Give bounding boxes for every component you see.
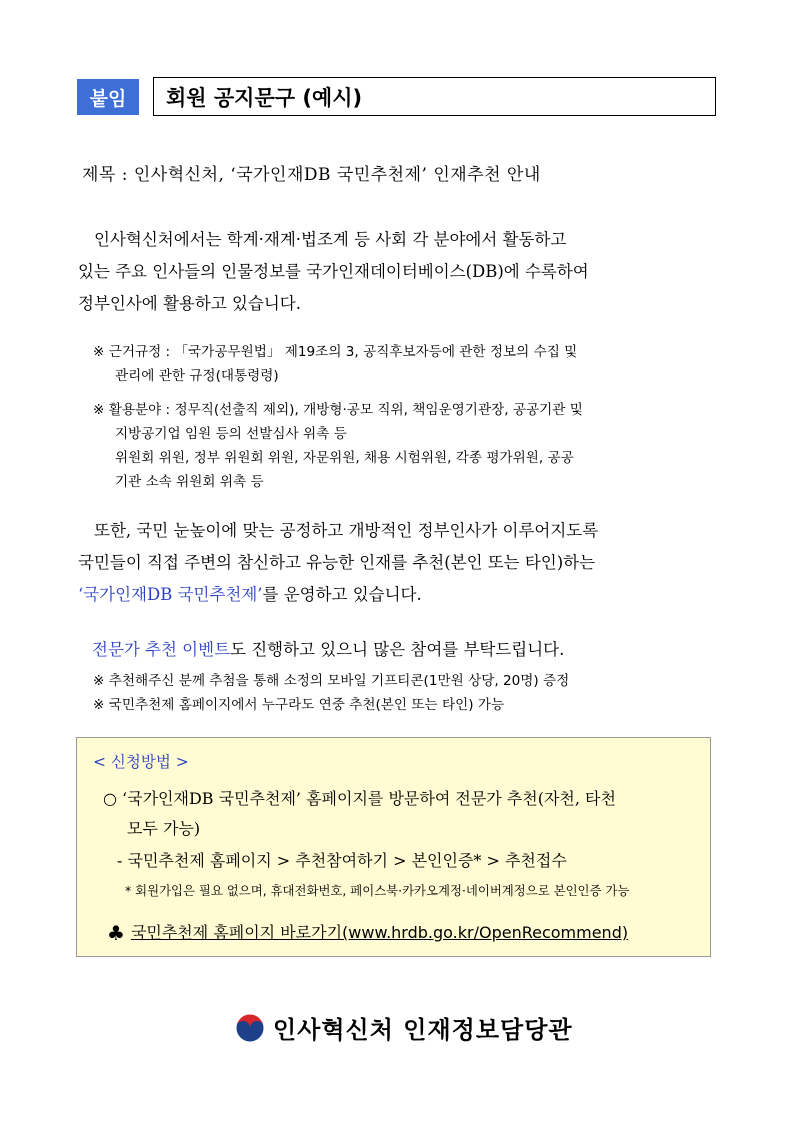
note-line: 지방공기업 임원 등의 선발심사 위촉 등	[115, 426, 347, 442]
subject-line: 제목 : 인사혁신처, ‘국가인재DB 국민추천제’ 인재추천 안내	[82, 165, 541, 185]
usage-note	[93, 398, 723, 494]
event-text: 도 진행하고 있으니 많은 참여를 부탁드립니다.	[230, 640, 565, 659]
intro-line: 인사혁신처에서는 학계·재계·법조계 등 사회 각 분야에서 활동하고	[94, 230, 567, 249]
application-method-box	[76, 737, 711, 957]
note-line: 관리에 관한 규정(대통령령)	[115, 368, 279, 384]
page-title: 회원 공지문구 (예시)	[153, 77, 716, 116]
intro-line: 있는 주요 인사들의 인물정보를 국가인재데이터베이스(DB)에 수록하여	[78, 262, 589, 281]
second-paragraph	[78, 515, 723, 611]
program-name: ‘국가인재DB 국민추천제’	[78, 585, 263, 604]
para-text: 를 운영하고 있습니다.	[262, 585, 422, 604]
note-line: ※ 국민추천제 홈페이지에서 누구라도 연중 추천(본인 또는 타인) 가능	[93, 697, 505, 713]
organization-name: 인사혁신처 인재정보담당관	[273, 1016, 573, 1044]
club-icon: ♣	[107, 921, 125, 945]
link-text[interactable]: 국민추천제 홈페이지 바로가기(www.hrdb.go.kr/OpenRecommend)	[130, 923, 629, 942]
attachment-badge: 붙임	[77, 79, 139, 115]
note-line: ※ 추천해주신 분께 추첨을 통해 소정의 모바일 기프티콘(1만원 상당, 20명) 증정	[93, 673, 570, 689]
verification-memo: * 회원가입은 필요 없으며, 휴대전화번호, 페이스북·카카오계정·네이버계정으로 본인인증 가능	[125, 883, 630, 898]
note-line: ※ 활용분야 : 정무직(선출직 제외), 개방형·공모 직위, 책임운영기관장, 공공기관 및	[93, 402, 583, 418]
para-line: 또한, 국민 눈높이에 맞는 공정하고 개방적인 정부인사가 이루어지도록	[94, 521, 599, 540]
para-line: 국민들이 직접 주변의 참신하고 유능한 인재를 추천(본인 또는 타인)하는	[78, 553, 596, 572]
note-line: 기관 소속 위원회 위촉 등	[115, 474, 264, 490]
para-line	[78, 579, 723, 611]
note-line: 위원회 위원, 정부 위원회 위원, 자문위원, 채용 시험위원, 각종 평가위원, 공공	[115, 450, 574, 466]
header	[77, 77, 718, 118]
procedure-step: - 국민추천제 홈페이지 > 추천참여하기 > 본인인증* > 추천접수	[117, 851, 567, 870]
intro-paragraph	[78, 224, 723, 320]
box-heading: < 신청방법 >	[93, 753, 189, 771]
method-text	[103, 784, 616, 844]
method-line: 모두 가능)	[127, 819, 201, 838]
footer	[235, 1010, 573, 1045]
note-line: ※ 근거규정 : 「국가공무원법」 제19조의 3, 공직후보자등에 관한 정보의 수집 및	[93, 344, 578, 360]
event-line	[92, 636, 564, 660]
government-emblem-icon	[235, 1013, 265, 1043]
method-line: ○ ‘국가인재DB 국민추천제’ 홈페이지를 방문하여 전문가 추천(자천, 타천	[103, 789, 616, 808]
event-highlight: 전문가 추천 이벤트	[92, 640, 231, 659]
intro-line: 정부인사에 활용하고 있습니다.	[78, 294, 301, 313]
basis-note	[93, 340, 723, 388]
event-notes	[93, 669, 723, 717]
homepage-link[interactable]	[107, 920, 628, 945]
